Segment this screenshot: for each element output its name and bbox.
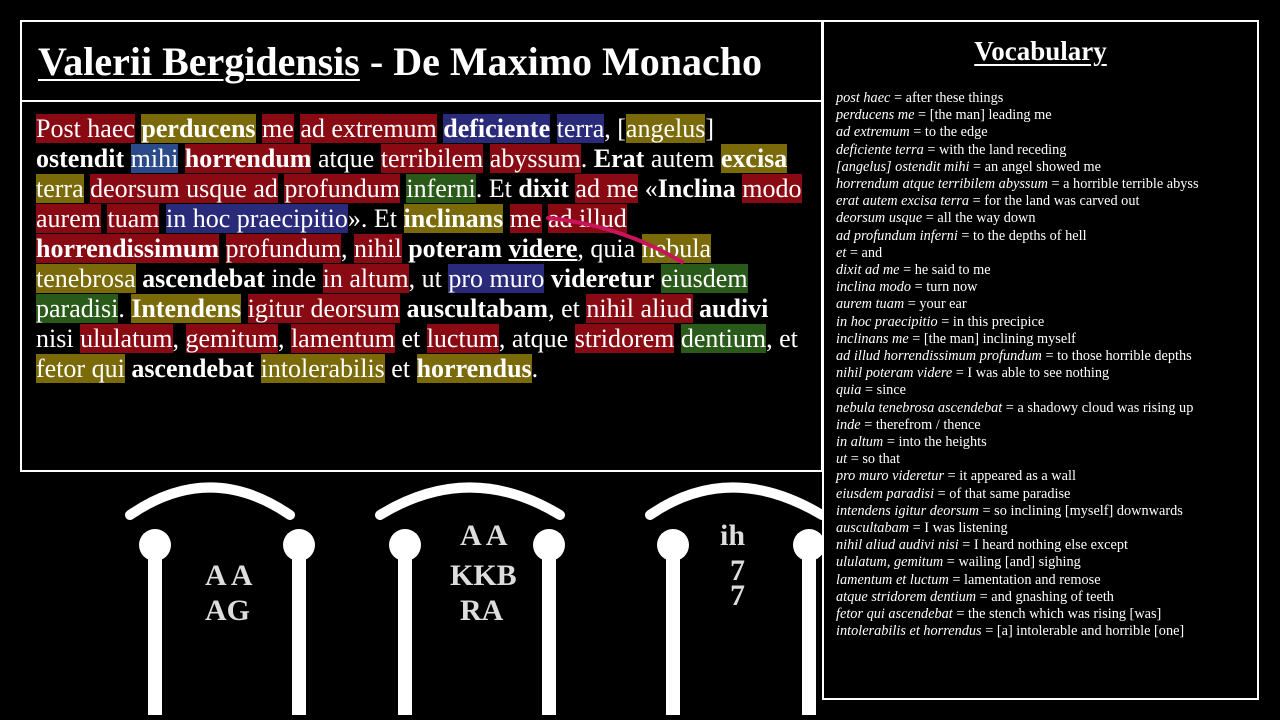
passage-text: auscultabam xyxy=(406,294,549,323)
passage-text: , xyxy=(604,114,611,143)
english-gloss: = and xyxy=(846,244,883,261)
vocabulary-entry xyxy=(836,537,1256,554)
english-gloss: = therefrom / thence xyxy=(860,416,981,433)
vocabulary-entry xyxy=(836,296,1256,313)
vocabulary-entry xyxy=(836,107,1256,124)
passage-text: [ xyxy=(610,114,626,143)
vocabulary-list xyxy=(836,90,1256,641)
highlighted-phrase: ululatum xyxy=(80,324,173,353)
vocabulary-entry xyxy=(836,382,1256,399)
passage-text: , xyxy=(277,324,285,353)
latin-term: nihil poteram videre xyxy=(836,365,953,382)
passage-text xyxy=(254,354,261,383)
column xyxy=(292,540,306,715)
page-title xyxy=(38,38,762,85)
english-gloss: = so that xyxy=(847,451,901,468)
latin-term: deorsum usque xyxy=(836,210,923,227)
latin-term: intolerabilis et horrendus xyxy=(836,623,982,640)
english-gloss: = so inclining [myself] downwards xyxy=(978,502,1183,519)
english-gloss: = I was listening xyxy=(909,520,1008,537)
vocabulary-title: Vocabulary xyxy=(974,36,1107,66)
inscription: RA xyxy=(460,594,504,627)
vocabulary-entry xyxy=(836,176,1256,193)
vocabulary-entry xyxy=(836,572,1256,589)
latin-term: perducens me xyxy=(836,107,915,124)
highlighted-phrase: horrendum xyxy=(184,144,312,173)
highlighted-phrase: horrendissimum xyxy=(36,234,219,263)
highlighted-phrase: excisa xyxy=(720,144,788,173)
title-box xyxy=(20,20,823,102)
english-gloss: = lamentation and remose xyxy=(948,571,1101,588)
highlighted-phrase: intolerabilis xyxy=(260,354,385,383)
highlighted-phrase: deficiente xyxy=(443,114,551,143)
english-gloss: = wailing [and] sighing xyxy=(943,554,1081,571)
passage-text: et xyxy=(394,324,427,353)
latin-term: eiusdem paradisi xyxy=(836,485,935,502)
vocabulary-entry xyxy=(836,400,1256,417)
passage-text: , quia xyxy=(577,234,636,263)
english-gloss: = [a] intolerable and horrible [one] xyxy=(981,623,1185,640)
title-author: Valerii Bergidensis xyxy=(38,38,360,84)
arch-3 xyxy=(650,488,822,516)
vocabulary-entry xyxy=(836,314,1256,331)
vocabulary-entry xyxy=(836,331,1256,348)
passage-text: . xyxy=(531,354,539,383)
inscription: A A xyxy=(460,519,508,552)
english-gloss: = a shadowy cloud was rising up xyxy=(1002,399,1194,416)
title-separator: - xyxy=(359,38,394,84)
highlighted-phrase: ad me xyxy=(575,174,639,203)
passage-text xyxy=(178,144,185,173)
english-gloss: = all the way down xyxy=(922,210,1036,227)
vocabulary-entry xyxy=(836,279,1256,296)
highlighted-phrase: terra xyxy=(36,174,84,203)
latin-term: erat autem excisa terra xyxy=(836,193,970,210)
highlighted-phrase: abyssum xyxy=(489,144,581,173)
vocabulary-entry xyxy=(836,90,1256,107)
vocabulary-entry xyxy=(836,468,1256,485)
arch-2 xyxy=(380,488,560,516)
vocabulary-entry xyxy=(836,159,1256,176)
vocabulary-panel xyxy=(822,20,1259,700)
latin-term: ut xyxy=(836,451,848,468)
inscription: 7 xyxy=(730,579,745,612)
vocabulary-entry xyxy=(836,554,1256,571)
passage-text: atque xyxy=(317,144,375,173)
english-gloss: = he said to me xyxy=(899,262,991,279)
passage-text: . Et xyxy=(475,174,519,203)
english-gloss: = turn now xyxy=(911,279,978,296)
latin-term: intendens igitur deorsum xyxy=(836,502,979,519)
passage-text: ascendebat xyxy=(142,264,265,293)
column xyxy=(398,540,412,715)
passage-text: et xyxy=(384,354,417,383)
passage-text xyxy=(714,144,721,173)
highlighted-phrase: tuam xyxy=(107,204,160,233)
highlighted-phrase: profundum xyxy=(225,234,342,263)
passage-text xyxy=(654,264,661,293)
passage-text xyxy=(316,264,323,293)
highlighted-phrase: Post haec xyxy=(36,114,135,143)
vocabulary-entry xyxy=(836,451,1256,468)
passage-text xyxy=(219,234,226,263)
passage-text: Erat xyxy=(593,144,645,173)
latin-term: [angelus] ostendit mihi xyxy=(836,158,970,175)
column xyxy=(148,540,162,715)
highlighted-phrase: ad extremum xyxy=(300,114,437,143)
vocabulary-entry xyxy=(836,486,1256,503)
passage-text: nisi xyxy=(36,324,74,353)
passage-box xyxy=(20,100,823,472)
inscription: 7 xyxy=(730,554,745,587)
vocabulary-entry xyxy=(836,589,1256,606)
latin-term: in altum xyxy=(836,434,884,451)
english-gloss: = to the edge xyxy=(909,124,988,141)
latin-term: inde xyxy=(836,416,861,433)
latin-term: dixit ad me xyxy=(836,262,900,279)
highlighted-phrase: inferni xyxy=(406,174,476,203)
vocabulary-entry xyxy=(836,623,1256,640)
passage-text: ] xyxy=(705,114,714,143)
passage-text: , xyxy=(341,234,355,263)
passage-text: ostendit xyxy=(36,144,125,173)
passage-text: ». Et xyxy=(347,204,404,233)
latin-term: in hoc praecipitio xyxy=(836,313,938,330)
vocabulary-entry xyxy=(836,210,1256,227)
inscription: KKB xyxy=(450,559,517,592)
passage-text xyxy=(284,324,291,353)
highlighted-phrase: nebula tenebrosa xyxy=(36,234,711,293)
latin-term: ululatum, gemitum xyxy=(836,554,944,571)
highlighted-phrase: ad illud xyxy=(548,204,627,233)
highlighted-phrase: perducens xyxy=(141,114,256,143)
highlighted-phrase: in altum xyxy=(322,264,409,293)
english-gloss: = an angel showed me xyxy=(969,158,1101,175)
english-gloss: = it appeared as a wall xyxy=(944,468,1076,485)
column xyxy=(802,540,816,715)
vocabulary-entry xyxy=(836,348,1256,365)
vocabulary-entry xyxy=(836,245,1256,262)
latin-term: nebula tenebrosa ascendebat xyxy=(836,399,1003,416)
english-gloss: = for the land was carved out xyxy=(969,193,1140,210)
latin-term: atque stridorem dentium xyxy=(836,588,977,605)
passage-text: « xyxy=(638,174,658,203)
inscription: AG xyxy=(205,594,250,627)
passage-text: , et xyxy=(766,324,798,353)
highlighted-phrase: deorsum usque ad xyxy=(90,174,278,203)
highlighted-phrase: mihi xyxy=(130,144,179,173)
highlighted-phrase: angelus xyxy=(625,114,706,143)
latin-term: deficiente terra xyxy=(836,141,924,158)
highlighted-phrase: terribilem xyxy=(380,144,484,173)
highlighted-phrase: profundum xyxy=(284,174,400,203)
highlighted-phrase: pro muro xyxy=(448,264,545,293)
inscription: ih xyxy=(720,519,746,552)
passage-text xyxy=(374,144,381,173)
highlighted-phrase: Intendens xyxy=(131,294,242,323)
highlighted-phrase: modo xyxy=(742,174,802,203)
highlighted-phrase: luctum xyxy=(426,324,499,353)
highlighted-phrase: dentium xyxy=(680,324,767,353)
vocabulary-entry xyxy=(836,520,1256,537)
passage-text: . xyxy=(118,294,132,323)
highlighted-phrase: gemitum xyxy=(185,324,278,353)
highlighted-phrase: me xyxy=(509,204,542,233)
english-gloss: = to those horrible depths xyxy=(1041,348,1192,365)
vocabulary-entry xyxy=(836,228,1256,245)
english-gloss: = the stench which was rising [was] xyxy=(952,606,1162,623)
column xyxy=(542,540,556,715)
passage-text: , xyxy=(172,324,186,353)
highlighted-phrase: nihil xyxy=(354,234,402,263)
latin-term: inclina modo xyxy=(836,279,912,296)
column xyxy=(666,540,680,715)
vocabulary-entry xyxy=(836,193,1256,210)
passage-text: videretur xyxy=(550,264,655,293)
passage-text: , et xyxy=(548,294,587,323)
passage-text: , ut xyxy=(408,264,449,293)
english-gloss: = after these things xyxy=(890,90,1004,106)
english-gloss: = into the heights xyxy=(883,434,987,451)
english-gloss: = a horrible terrible abyss xyxy=(1047,176,1199,193)
inscription: A A xyxy=(205,559,253,592)
latin-term: lamentum et luctum xyxy=(836,571,949,588)
highlighted-phrase: aurem xyxy=(36,204,101,233)
english-gloss: = with the land receding xyxy=(923,141,1067,158)
latin-term: ad profundum inferni xyxy=(836,227,958,244)
vocabulary-entry xyxy=(836,142,1256,159)
highlighted-phrase: inclinans xyxy=(403,204,504,233)
latin-term: inclinans me xyxy=(836,330,909,347)
english-gloss: = I was able to see nothing xyxy=(952,365,1110,382)
highlighted-phrase: stridorem xyxy=(574,324,675,353)
latin-passage xyxy=(36,114,806,384)
arcade-illustration xyxy=(110,470,822,720)
passage-text: videre xyxy=(508,234,578,263)
title-work: De Maximo Monacho xyxy=(393,38,763,84)
latin-term: aurem tuam xyxy=(836,296,905,313)
highlighted-phrase: fetor qui xyxy=(36,354,125,383)
passage-text: . xyxy=(580,144,594,173)
english-gloss: = your ear xyxy=(904,296,967,313)
highlighted-phrase: horrendus xyxy=(416,354,532,383)
latin-term: horrendum atque terribilem abyssum xyxy=(836,176,1048,193)
highlighted-phrase: in hoc praecipitio xyxy=(165,204,348,233)
highlighted-phrase: igitur deorsum xyxy=(247,294,401,323)
latin-term: fetor qui ascendebat xyxy=(836,606,953,623)
vocabulary-entry xyxy=(836,434,1256,451)
vocabulary-entry xyxy=(836,606,1256,623)
english-gloss: = and gnashing of teeth xyxy=(976,588,1114,605)
vocabulary-entry xyxy=(836,124,1256,141)
passage-text: inde xyxy=(271,264,317,293)
english-gloss: = [the man] leading me xyxy=(914,107,1052,124)
passage-text: dixit xyxy=(518,174,569,203)
highlighted-phrase: nihil aliud xyxy=(586,294,693,323)
latin-term: auscultabam xyxy=(836,520,910,537)
latin-term: post haec xyxy=(836,90,891,106)
passage-text xyxy=(674,324,681,353)
highlighted-phrase: me xyxy=(262,114,294,143)
vocabulary-entry xyxy=(836,417,1256,434)
passage-text xyxy=(503,204,510,233)
highlighted-phrase: lamentum xyxy=(290,324,395,353)
latin-term: nihil aliud audivi nisi xyxy=(836,537,959,554)
latin-term: pro muro videretur xyxy=(836,468,945,485)
vocabulary-entry xyxy=(836,503,1256,520)
passage-text: poteram xyxy=(408,234,503,263)
latin-term: ad extremum xyxy=(836,124,910,141)
latin-term: et xyxy=(836,244,847,261)
passage-text xyxy=(483,144,490,173)
passage-text: audivi xyxy=(699,294,769,323)
highlighted-phrase: eiusdem paradisi xyxy=(36,264,748,323)
passage-text: Inclina xyxy=(657,174,736,203)
highlighted-phrase: terra xyxy=(556,114,605,143)
passage-text: autem xyxy=(650,144,715,173)
passage-text: , atque xyxy=(498,324,575,353)
arch-1 xyxy=(130,488,290,516)
vocabulary-entry xyxy=(836,262,1256,279)
english-gloss: = I heard nothing else except xyxy=(958,537,1128,554)
english-gloss: = to the depths of hell xyxy=(957,227,1087,244)
passage-text: ascendebat xyxy=(131,354,255,383)
english-gloss: = since xyxy=(861,382,907,399)
passage-text xyxy=(124,144,131,173)
vocabulary-entry xyxy=(836,365,1256,382)
passage-text xyxy=(241,294,248,323)
passage-text xyxy=(635,234,642,263)
english-gloss: = [the man] inclining myself xyxy=(908,330,1076,347)
english-gloss: = of that same paradise xyxy=(934,485,1071,502)
passage-text xyxy=(159,204,166,233)
latin-term: quia xyxy=(836,382,862,399)
english-gloss: = in this precipice xyxy=(937,313,1045,330)
passage-text xyxy=(550,114,557,143)
latin-term: ad illud horrendissimum profundum xyxy=(836,348,1042,365)
